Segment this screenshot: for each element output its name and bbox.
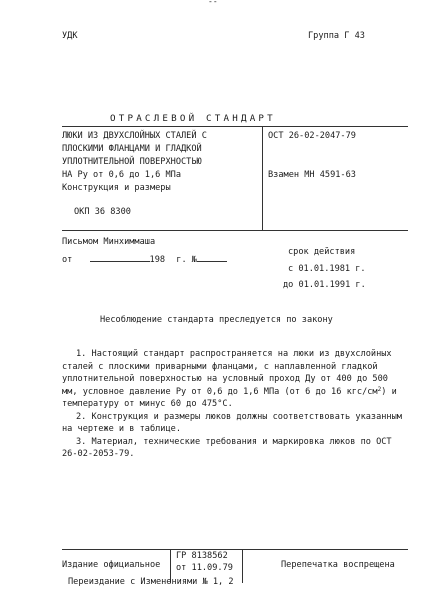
replaces-note: Взамен МН 4591-63 xyxy=(268,170,356,180)
approval-from-label: от xyxy=(62,255,73,265)
title-line-1: ЛЮКИ ИЗ ДВУХСЛОЙНЫХ СТАЛЕЙ С xyxy=(62,131,207,141)
title-top-rule xyxy=(62,126,408,127)
title-line-3: УПЛОТНИТЕЛЬНОЙ ПОВЕРХНОСТЬЮ xyxy=(62,157,202,167)
validity-label: срок действия xyxy=(288,247,356,257)
title-line-2: ПЛОСКИМИ ФЛАНЦАМИ И ГЛАДКОЙ xyxy=(62,144,202,154)
reprint-prohibited: Перепечатка воспрещена xyxy=(281,560,395,570)
validity-from: с 01.01.1981 г. xyxy=(288,264,366,274)
approval-date-blank xyxy=(90,253,150,262)
title-line-4: НА Ру от 0,6 до 1,6 МПа xyxy=(62,170,181,180)
paragraph-1-text: 1. Настоящий стандарт распространяется на люки из двухслойных сталей с плоскими приварными фланцами, с наплавленной гладкой уплотнительной поверхностью на условный проход Ду от 400 до 500 мм, условное давление Ру от 0,6 до 1,6 МПа (от 6 до 16 кгс/см xyxy=(62,349,392,397)
approval-number-blank xyxy=(197,253,227,262)
udk-label: УДК xyxy=(62,31,78,41)
title-vertical-rule xyxy=(262,126,263,230)
edition-label: Издание официальное xyxy=(62,560,161,570)
paragraph-2: 2. Конструкция и размеры люков должны соответствовать указанным на чертеже и в таблице. xyxy=(62,411,402,434)
paragraph-1-text-end: ) и температуру от минус 60 до 475°С. xyxy=(62,386,397,409)
title-line-5: Конструкция и размеры xyxy=(62,183,171,193)
body-text xyxy=(62,348,402,461)
standard-type-heading: ОТРАСЛЕВОЙ СТАНДАРТ xyxy=(110,113,276,124)
paragraph-1-superscript: 2 xyxy=(377,385,382,393)
title-bottom-rule xyxy=(62,230,408,231)
approval-year: 198 xyxy=(149,255,166,265)
approval-date-line xyxy=(62,253,227,266)
footer-vertical-right xyxy=(242,549,243,583)
group-label: Группа Г 43 xyxy=(308,31,365,41)
page-mark: -- xyxy=(208,0,218,6)
paragraph-1 xyxy=(62,348,402,411)
approval-letter: Письмом Минхиммаша xyxy=(62,237,156,247)
standard-designation: ОСТ 26-02-2047-79 xyxy=(268,131,356,141)
footer-rule xyxy=(62,549,408,550)
validity-to: до 01.01.1991 г. xyxy=(283,280,366,290)
approval-number-label: г. № xyxy=(176,255,197,265)
registration-number: ГР 8138562 xyxy=(176,551,228,561)
law-notice: Несоблюдение стандарта преследуется по закону xyxy=(100,315,333,325)
registration-date: от 11.09.79 xyxy=(176,563,233,573)
okp-code: ОКП 36 8300 xyxy=(74,207,131,217)
reissue-note: Переиздание с Изменениями № 1, 2 xyxy=(68,577,234,587)
paragraph-3: 3. Материал, технические требования и маркировка люков по ОСТ 26-02-2053-79. xyxy=(62,436,392,459)
